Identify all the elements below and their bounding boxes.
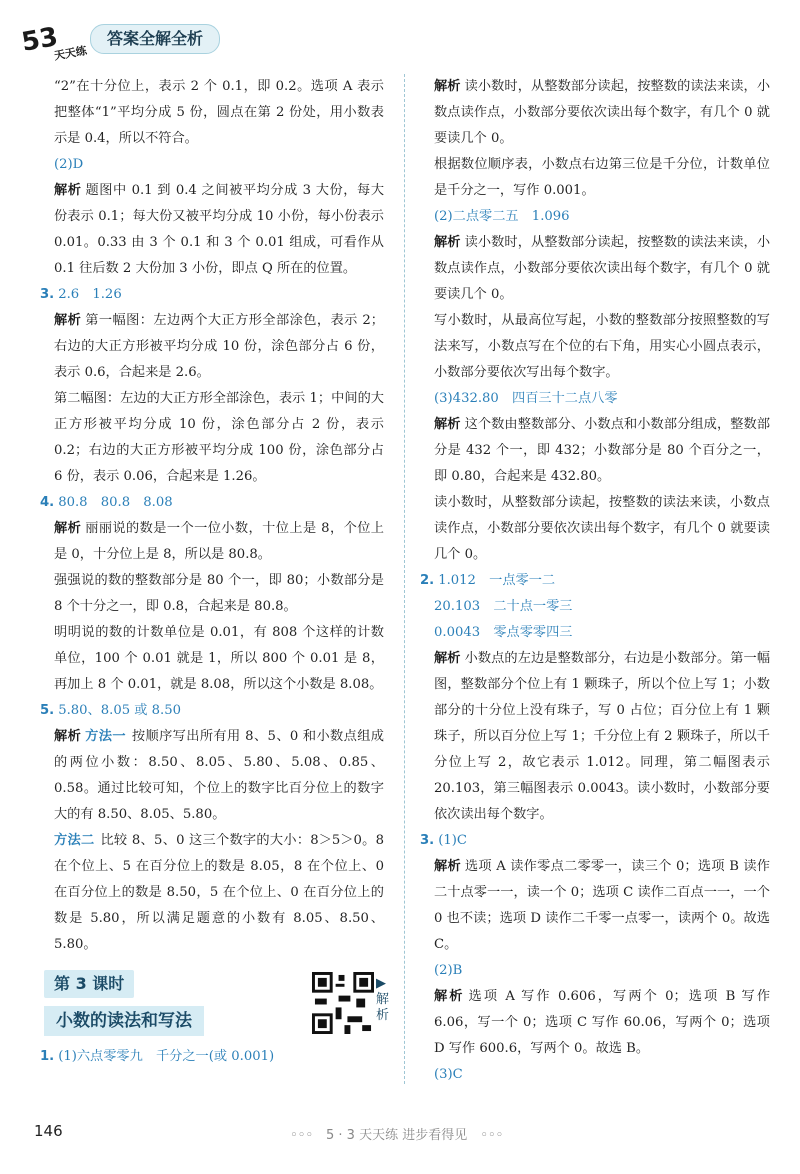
question-number: 5. (40, 703, 55, 718)
analysis: 解析 这个数由整数部分、小数点和小数部分组成，整数部分是 432 个一，即 432；小数部分是 80 个百分之一，即 0.80，合起来是 432.80。 (434, 417, 771, 484)
svg-text:53: 53 (19, 22, 61, 58)
answer: (2)B (434, 963, 463, 978)
question-3-answer: 3. (1)C (420, 833, 467, 848)
text-block: 写小数时，从最高位写起，小数的整数部分按照整数的写法来写，小数点写在个位的右下角，用实心小圆点表示，小数部分要依次写出每个数字。 (434, 313, 770, 380)
analysis: 解析 第一幅图：左边两个大正方形全部涂色，表示 2；右边的大正方形被平均分成 10 份，涂色部分占 6 份，表示 0.6，合起来是 2.6。 (54, 313, 384, 380)
lesson-title: 小数的读法和写法 (44, 1006, 204, 1036)
question-5-answer: 5. 5.80、8.05 或 8.50 (40, 703, 182, 718)
page-number: 146 (34, 1122, 63, 1140)
column-divider (404, 74, 406, 1084)
analysis: 解析 读小数时，从整数部分读起，按整数的读法来读，小数点读作点，小数部分要依次读出每个数字，有几个 0 就要读几个 0。 (434, 79, 771, 146)
left-column (40, 74, 390, 1070)
answer: (3)432.80 四百三十二点八零 (434, 391, 618, 406)
right-column (420, 74, 771, 1088)
qr-label: ▶解析 (376, 976, 390, 1023)
analysis: 解析 小数点的左边是整数部分，右边是小数部分。第一幅图，整数部分个位上有 1 颗珠子，所以个位上写 1；小数部分的十分位上没有珠子，写 0 占位；百分位上有 1 颗珠子，所以百分位上写 1；千分位上有 2 颗珠子，所以千分位上写 2，故它表示 1.012。同理，第二幅图表示 20.103，第三幅图表示 0.0043。读小数时，小数部分要依次读出每个数字。 (434, 651, 771, 822)
page-header (20, 18, 320, 62)
analysis: 解析 方法一 按顺序写出所有用 8、5、0 和小数点组成的两位小数：8.50、8.05、5.80、5.08、0.85、0.58。通过比较可知，个位上的数字比百分位上的数字大的有 8.50、8.05、5.80。 (54, 729, 384, 822)
analysis: 解析 读小数时，从整数部分读起，按整数的读法来读，小数点读作点，小数部分要依次读出每个数字，有几个 0 就要读几个 0。 (434, 235, 771, 302)
answer: (2)二点零二五 1.096 (434, 209, 570, 224)
svg-text:天天练: 天天练 (53, 44, 88, 63)
question-number: 3. (40, 287, 55, 302)
lesson-header (44, 966, 390, 1040)
brand-logo (19, 18, 88, 63)
question-3-answer: 3. 2.6 1.26 (40, 287, 122, 302)
answer: 20.103 二十点一零三 (434, 599, 573, 614)
text-block: 第二幅图：左边的大正方形全部涂色，表示 1；中间的大正方形被平均分成 10 份，涂色部分占 2 份，表示 0.2；右边的大正方形被平均分成 100 份，涂色部分占 6 份，表示 0.06，合起来是 1.26。 (54, 391, 384, 484)
answer: 0.0043 零点零零四三 (434, 625, 573, 640)
page-footer (0, 1118, 800, 1148)
question-1-answer: 1. (1)六点零零九 千分之一(或 0.001) (40, 1049, 275, 1064)
method-one-tag: 方法一 (85, 729, 126, 744)
analysis: 解析 题图中 0.1 到 0.4 之间被平均分成 3 大份，每大份表示 0.1；每大份又被平均分成 10 小份，每小份表示 0.01。0.33 由 3 个 0.1 和 3 个 0.01 组成，可看作从 0.1 往后数 2 大份加 3 小份，即点 Q 所在的位置。 (54, 183, 385, 276)
qr-code-icon[interactable] (312, 970, 374, 1036)
question-number: 2. (420, 573, 435, 588)
text-block: 根据数位顺序表，小数点右边第三位是千分位，计数单位是千分之一，写作 0.001。 (434, 157, 770, 198)
question-number: 3. (420, 833, 435, 848)
method-two-tag: 方法二 (54, 833, 95, 848)
lesson-number: 第 3 课时 (44, 970, 134, 998)
analysis: 解析 丽丽说的数是一个一位小数，十位上是 8，个位上是 0，十分位上是 8，所以是 80.8。 (54, 521, 384, 562)
analysis: 解析 选项 A 读作零点二零零一，读三个 0；选项 B 读作二十点零一一，读一个 0；选项 C 读作二百点一一，一个 0 也不读；选项 D 读作二千零一点零一，读两个 0。故选 C。 (434, 859, 770, 952)
answer: (2)D (54, 157, 84, 172)
text-block: “2”在十分位上，表示 2 个 0.1，即 0.2。选项 A 表示把整体“1”平均分成 5 份，圆点在第 2 份处，用小数表示是 0.4，所以不符合。 (54, 79, 384, 146)
question-number: 1. (40, 1049, 55, 1064)
answer: (3)C (434, 1067, 463, 1082)
section-badge: 答案全解全析 (90, 24, 220, 54)
question-4-answer: 4. 80.8 80.8 8.08 (40, 495, 173, 510)
question-number: 4. (40, 495, 55, 510)
text-block: 方法二 比较 8、5、0 这三个数字的大小：8＞5＞0。8 在个位上、5 在百分位上的数是 8.05，8 在个位上、0 在百分位上的数是 8.50，5 在个位上、0 在百分位上的数是 5.80，所以满足题意的小数有 8.05、8.50、5.80。 (54, 833, 385, 952)
question-2-answer: 2. 1.012 一点零一二 (420, 573, 556, 588)
text-block: 强强说的数的整数部分是 80 个一，即 80；小数部分是 8 个十分之一，即 0.8，合起来是 80.8。 (54, 573, 384, 614)
footer-slogan: ◦◦◦ 5 · 3 天天练 进步看得见 ◦◦◦ (290, 1128, 504, 1143)
text-block: 明明说的数的计数单位是 0.01，有 808 个这样的计数单位，100 个 0.01 就是 1，所以 800 个 0.01 是 8，再加上 8 个 0.01，就是 8.08，所以这个小数是 8.08。 (54, 625, 384, 692)
text-block: 读小数时，从整数部分读起，按整数的读法来读，小数点读作点，小数部分要依次读出每个数字，有几个 0 就要读几个 0。 (434, 495, 770, 562)
analysis-tag: 解析 (54, 183, 82, 198)
analysis: 解析 选项 A 写作 0.606，写两个 0；选项 B 写作 6.06，写一个 0；选项 C 写作 60.06，写两个 0；选项 D 写作 600.6，写两个 0。故选 B。 (434, 989, 771, 1056)
